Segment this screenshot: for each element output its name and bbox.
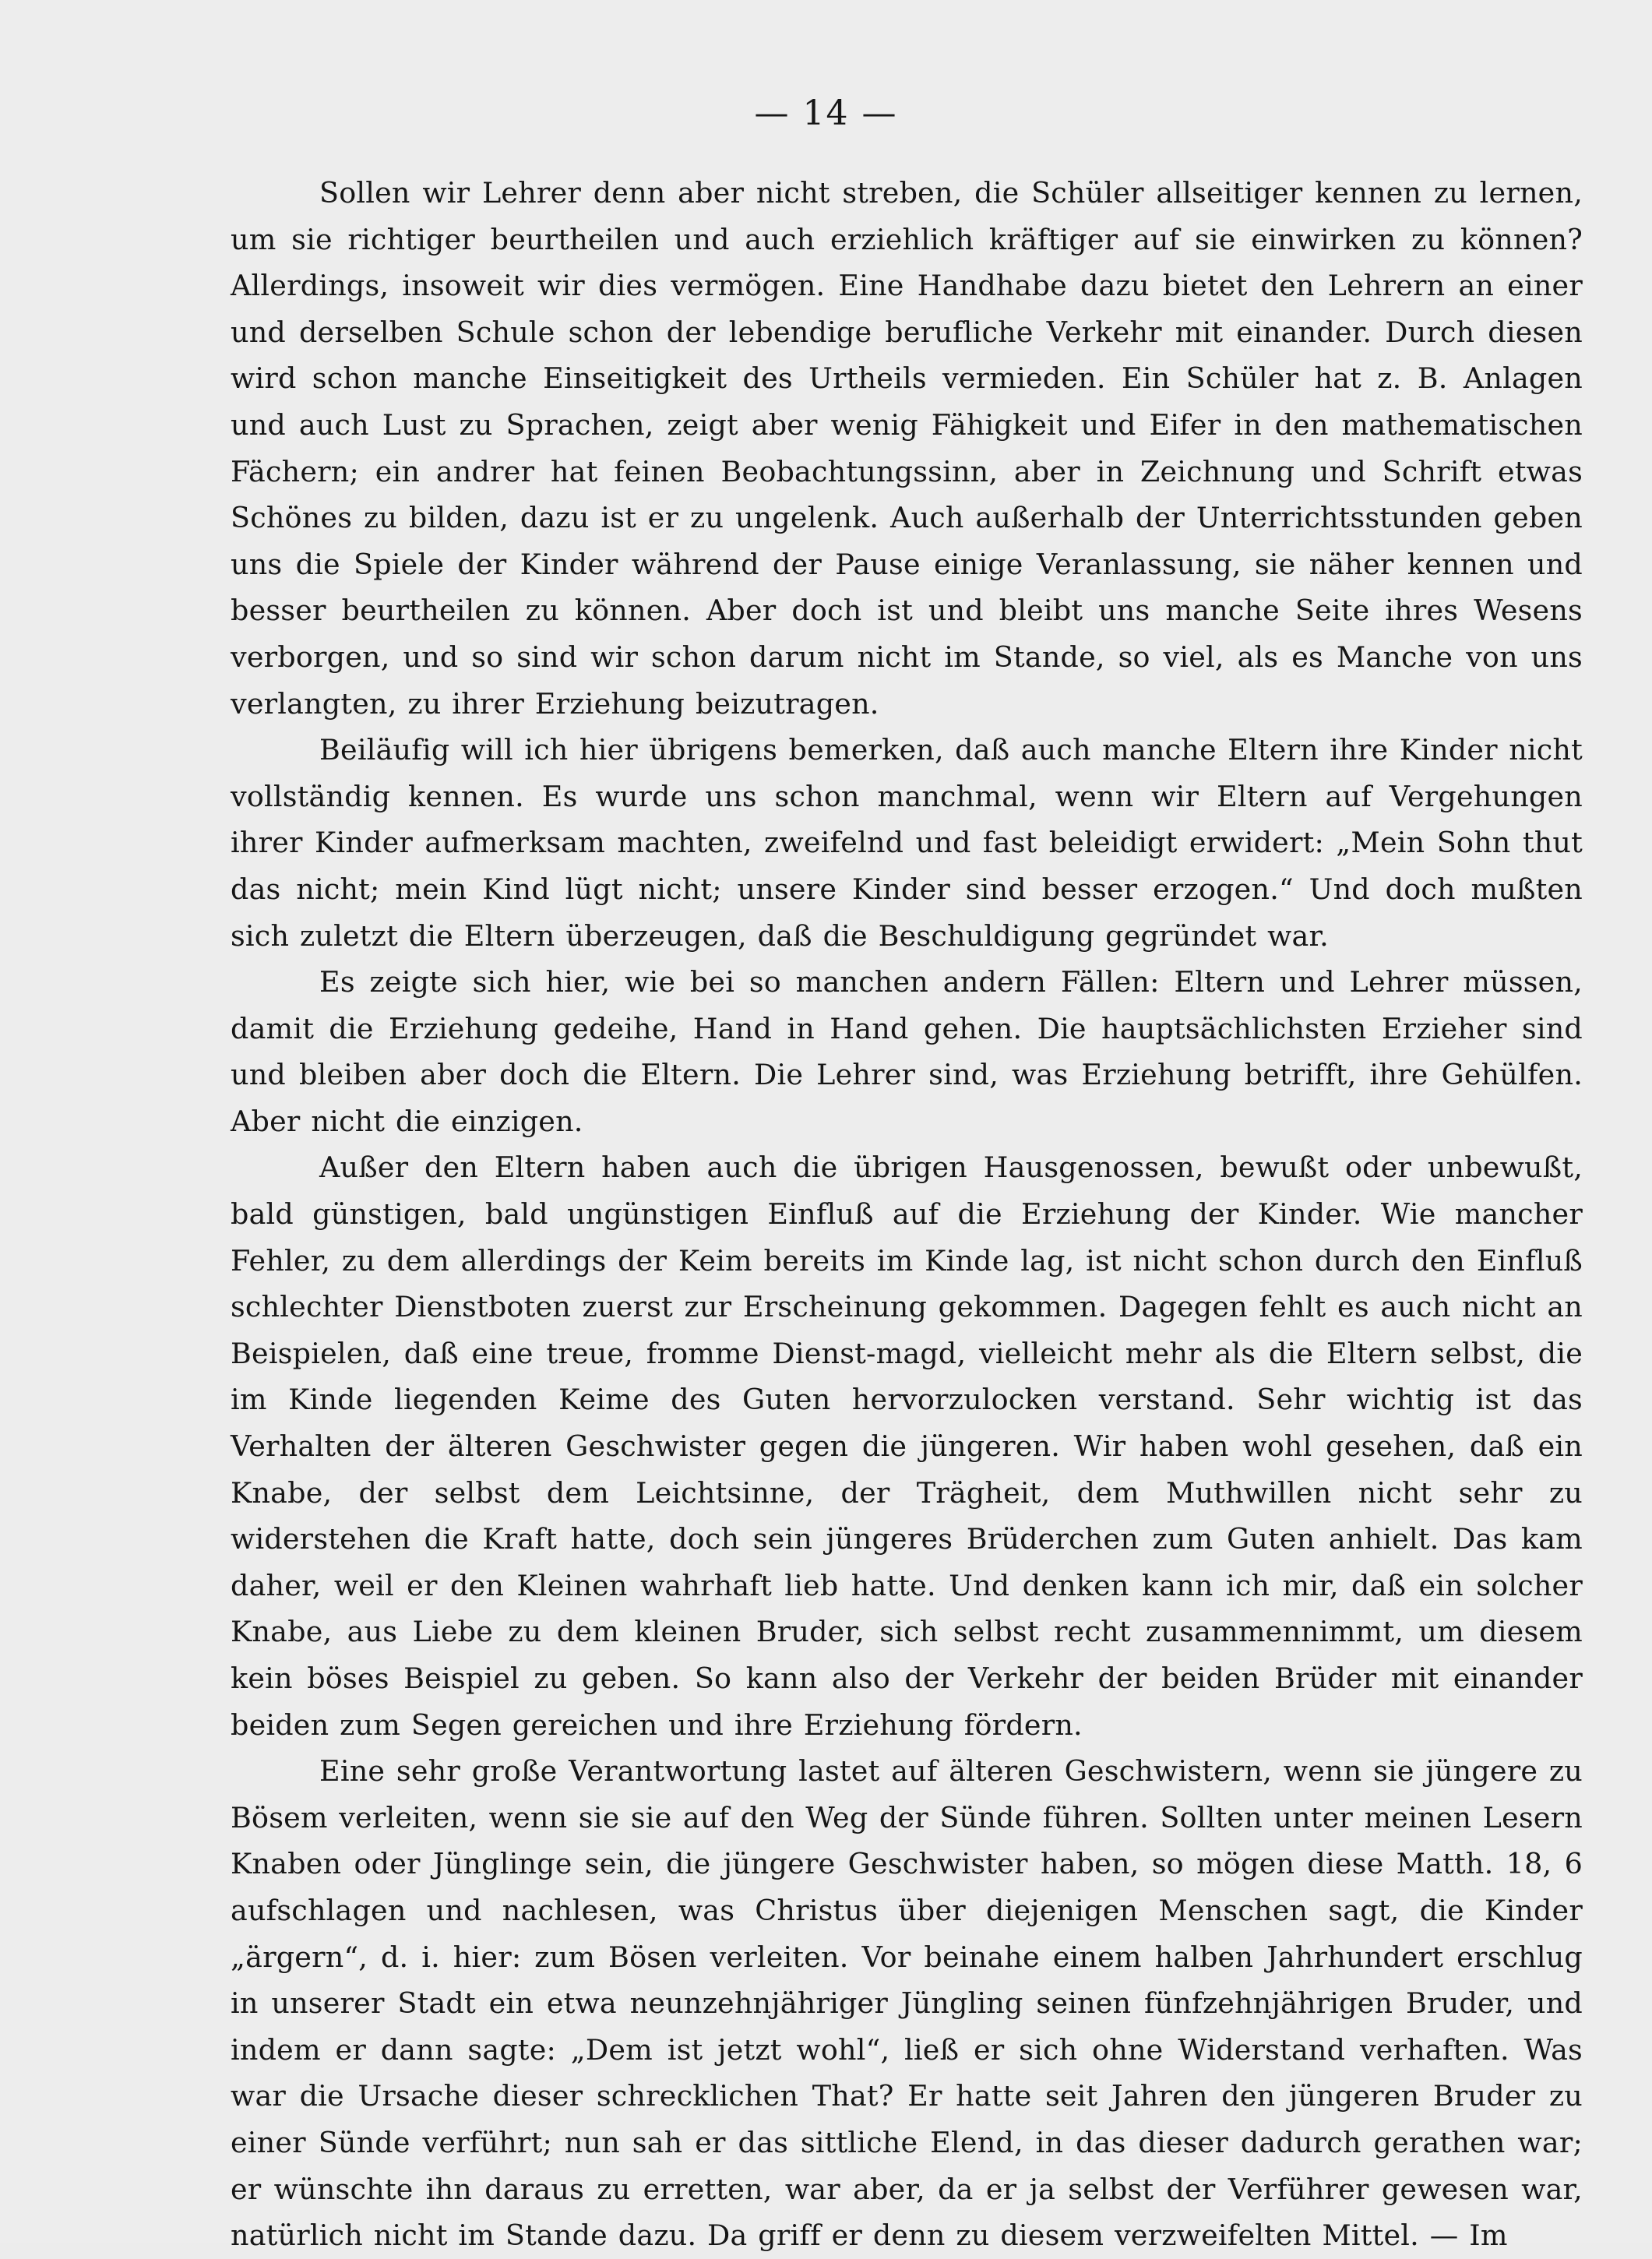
page-number: — 14 — — [754, 93, 898, 133]
paragraph-3: Es zeigte sich hier, wie bei so manchen andern Fällen: Eltern und Lehrer müssen, damit die Erziehung gedeihe, Hand in Hand gehen. Die hauptsächlichsten Erzieher sind und bleiben aber doch die Eltern. Die Lehrer sind, was Erziehung betrifft, ihre Gehülfen. Aber nicht die einzigen. — [231, 965, 1583, 1138]
body-text — [231, 170, 1583, 2259]
paragraph-1: Sollen wir Lehrer denn aber nicht streben, die Schüler allseitiger kennen zu lernen, um sie richtiger beurtheilen und auch erziehlich kräftiger auf sie einwirken zu können? Allerdings, insoweit wir dies vermögen. Eine Handhabe dazu bietet den Lehrern an einer und derselben Schule schon der lebendige berufliche Verkehr mit einander. Durch diesen wird schon manche Einseitigkeit des Urtheils vermieden. Ein Schüler hat z. B. Anlagen und auch Lust zu Sprachen, zeigt aber wenig Fähigkeit und Eifer in den mathematischen Fächern; ein andrer hat feinen Beobachtungssinn, aber in Zeichnung und Schrift etwas Schönes zu bilden, dazu ist er zu ungelenk. Auch außerhalb der Unterrichtsstunden geben uns die Spiele der Kinder während der Pause einige Veranlassung, sie näher kennen und besser beurtheilen zu können. Aber doch ist und bleibt uns manche Seite ihres Wesens verborgen, und so sind wir schon darum nicht im Stande, so viel, als es Manche von uns verlangten, zu ihrer Erziehung beizutragen. — [231, 176, 1583, 721]
paragraph-2: Beiläufig will ich hier übrigens bemerken, daß auch manche Eltern ihre Kinder nicht vollständig kennen. Es wurde uns schon manchmal, wenn wir Eltern auf Vergehungen ihrer Kinder aufmerksam machten, zweifelnd und fast beleidigt erwidert: „Mein Sohn thut das nicht; mein Kind lügt nicht; unsere Kinder sind besser erzogen.“ Und doch mußten sich zuletzt die Eltern überzeugen, daß die Beschuldigung gegründet war. — [231, 733, 1583, 953]
paragraph-5: Eine sehr große Verantwortung lastet auf älteren Geschwistern, wenn sie jüngere zu Bösem verleiten, wenn sie sie auf den Weg der Sünde führen. Sollten unter meinen Lesern Knaben oder Jünglinge sein, die jüngere Geschwister haben, so mögen diese Matth. 18, 6 aufschlagen und nachlesen, was Christus über diejenigen Menschen sagt, die Kinder „ärgern“, d. i. hier: zum Bösen verleiten. Vor beinahe einem halben Jahrhundert erschlug in unserer Stadt ein etwa neunzehnjähriger Jüngling seinen fünfzehnjährigen Bruder, und indem er dann sagte: „Dem ist jetzt wohl“, ließ er sich ohne Widerstand verhaften. Was war die Ursache dieser schrecklichen That? Er hatte seit Jahren den jüngeren Bruder zu einer Sünde verführt; nun sah er das sittliche Elend, in das dieser dadurch gerathen war; er wünschte ihn daraus zu erretten, war aber, da er ja selbst der Verführer gewesen war, natürlich nicht im Stande dazu. Da griff er denn zu diesem verzweifelten Mittel. — Im — [231, 1754, 1583, 2253]
paragraph-4: Außer den Eltern haben auch die übrigen Hausgenossen, bewußt oder unbewußt, bald günstigen, bald ungünstigen Einfluß auf die Erziehung der Kinder. Wie mancher Fehler, zu dem allerdings der Keim bereits im Kinde lag, ist nicht schon durch den Einfluß schlechter Dienstboten zuerst zur Erscheinung gekommen. Dagegen fehlt es auch nicht an Beispielen, daß eine treue, fromme Dienst-magd, vielleicht mehr als die Eltern selbst, die im Kinde liegenden Keime des Guten hervorzulocken verstand. Sehr wichtig ist das Verhalten der älteren Geschwister gegen die jüngeren. Wir haben wohl gesehen, daß ein Knabe, der selbst dem Leichtsinne, der Trägheit, dem Muthwillen nicht sehr zu widerstehen die Kraft hatte, doch sein jüngeres Brüderchen zum Guten anhielt. Das kam daher, weil er den Kleinen wahrhaft lieb hatte. Und denken kann ich mir, daß ein solcher Knabe, aus Liebe zu dem kleinen Bruder, sich selbst recht zusammennimmt, um diesem kein böses Beispiel zu geben. So kann also der Verkehr der beiden Brüder mit einander beiden zum Segen gereichen und ihre Erziehung fördern. — [231, 1151, 1583, 1742]
